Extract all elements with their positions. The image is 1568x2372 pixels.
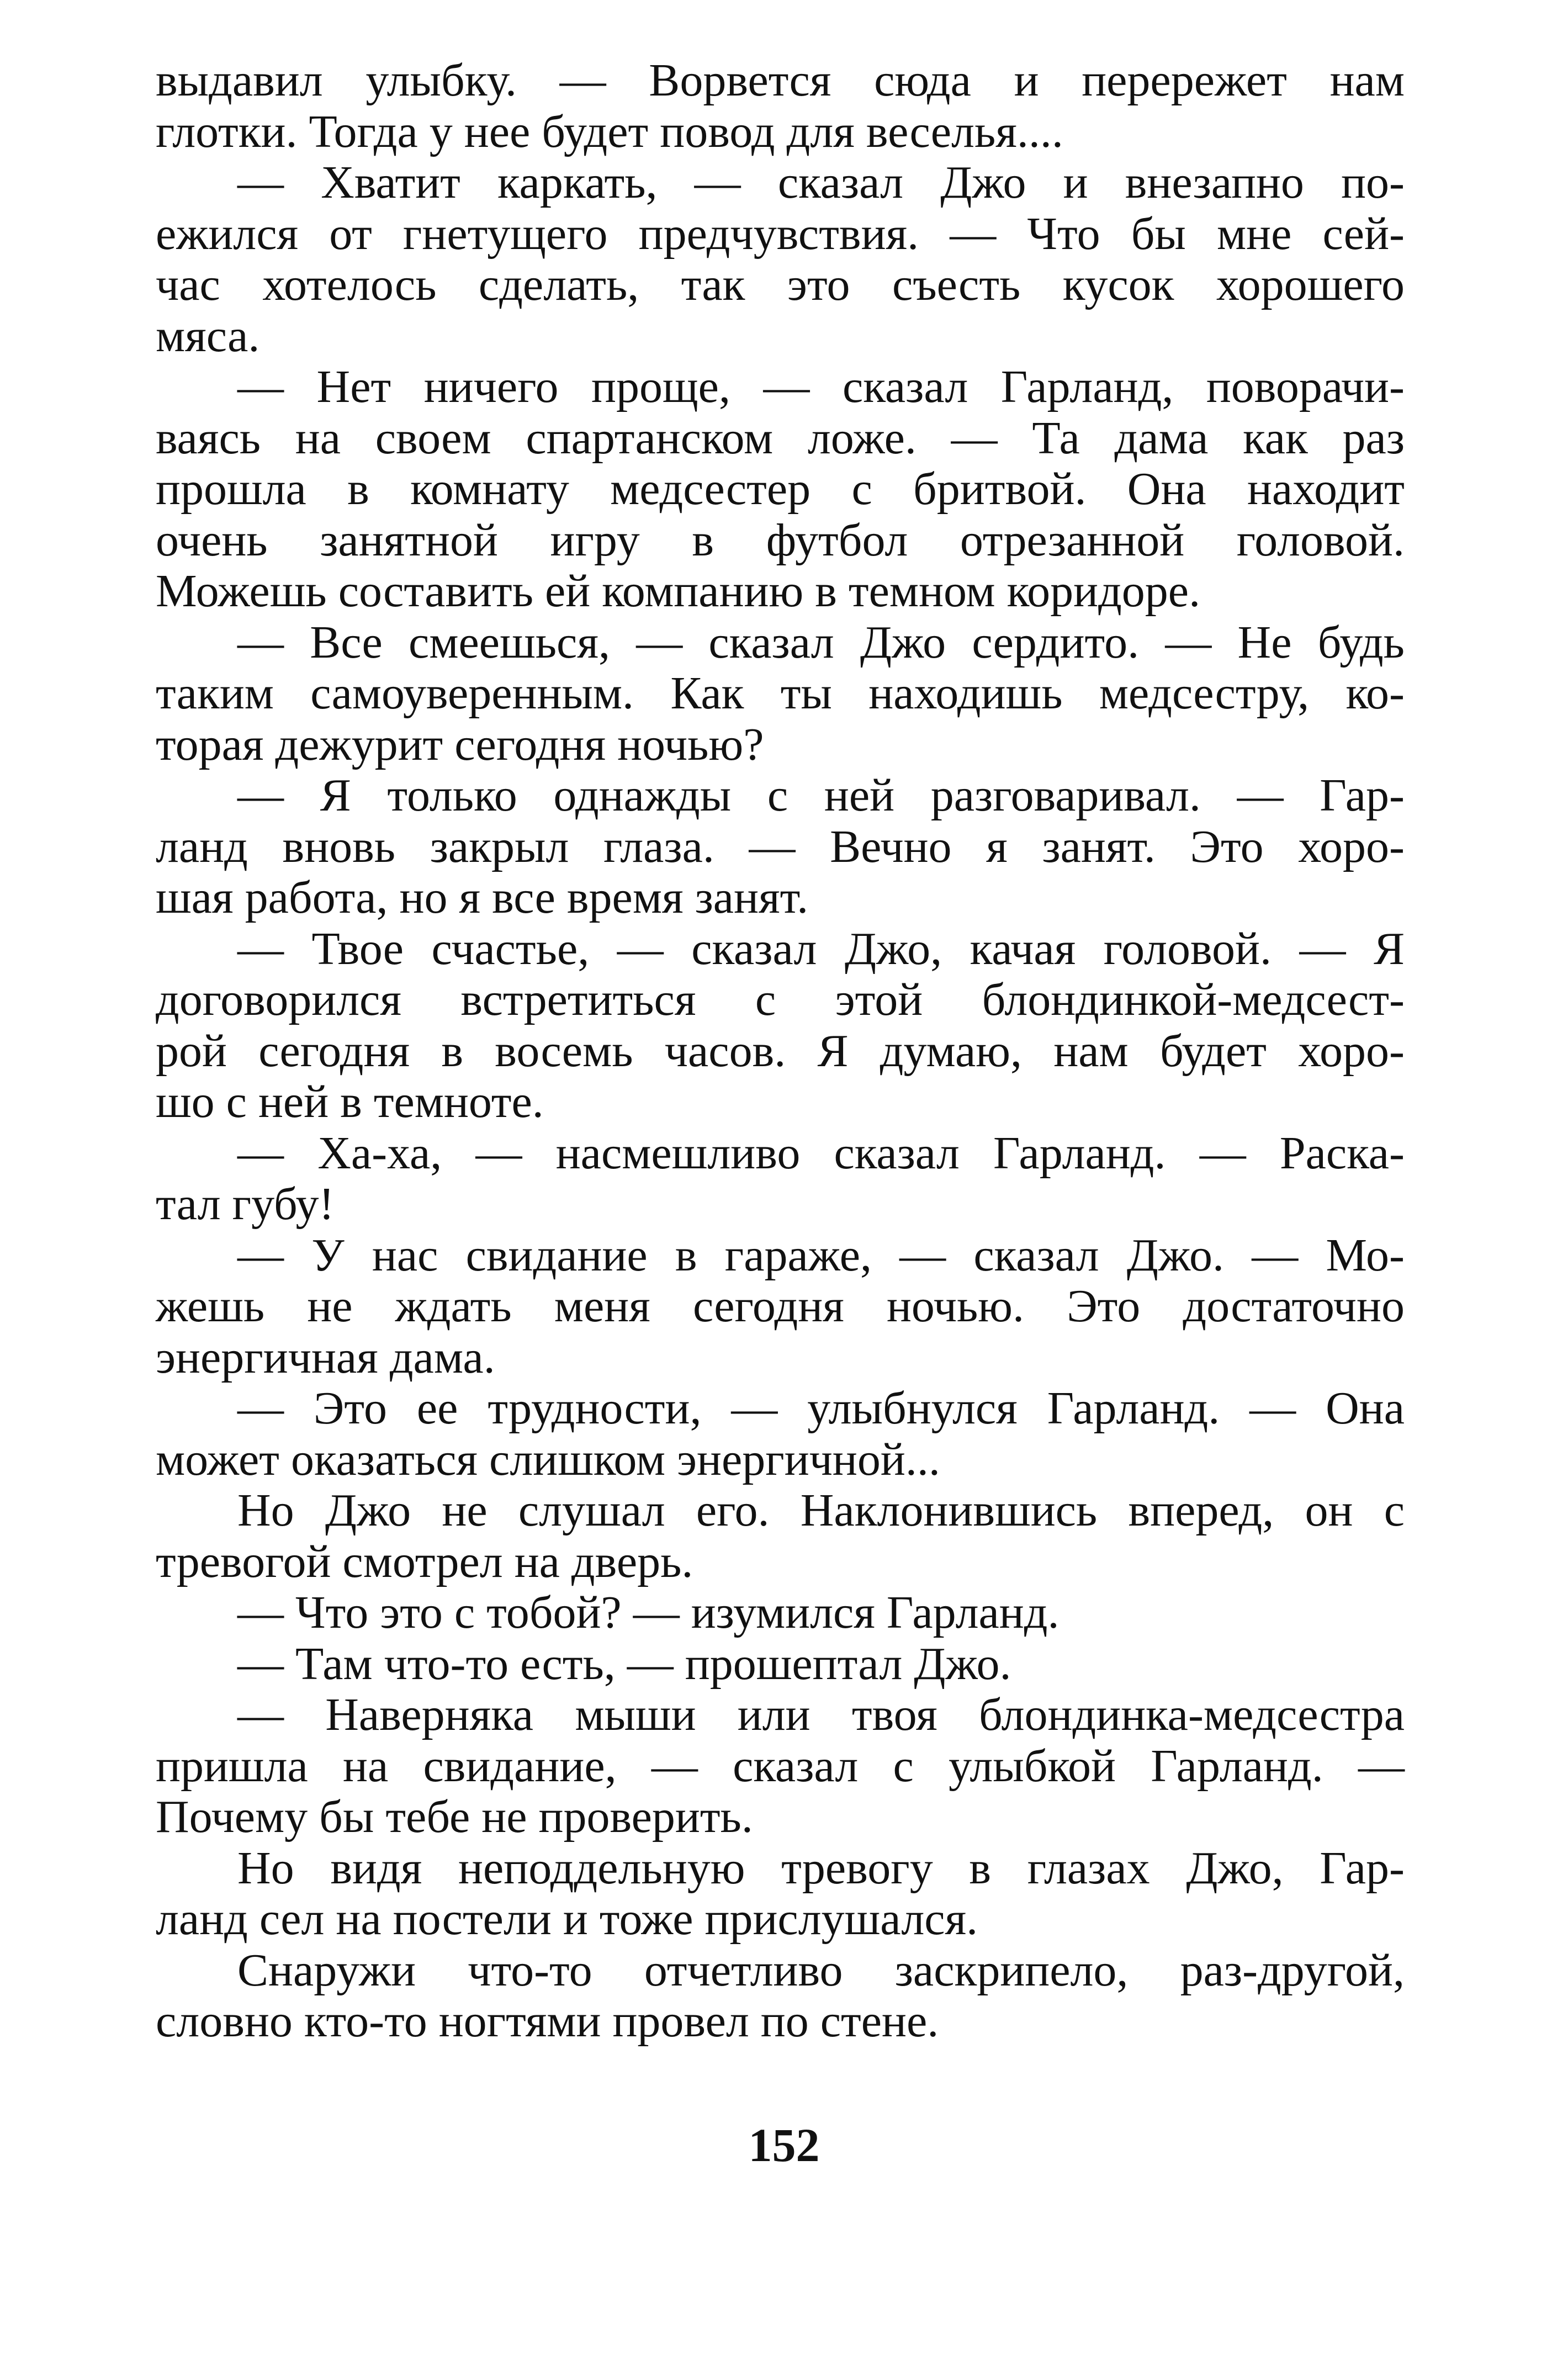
text-line: — Все смеешься, — сказал Джо сердито. — Не будь: [237, 616, 1405, 668]
text-line: — Это ее трудности, — улыбнулся Гарланд. — Она: [237, 1383, 1405, 1434]
text-line: — Что это с тобой? — изумился Гарланд.: [237, 1587, 1060, 1638]
paragraph: [156, 617, 1405, 771]
text-line: ежился от гнетущего предчувствия. — Что бы мне сей-: [156, 208, 1405, 260]
paragraph: [156, 157, 1405, 362]
paragraph: [156, 1128, 1405, 1230]
text-line: выдавил улыбку. — Ворвется сюда и перережет нам: [156, 55, 1405, 106]
text-line: Но видя неподдельную тревогу в глазах Джо, Гар-: [237, 1842, 1405, 1894]
paragraph: [156, 1639, 1405, 1690]
text-line: — Твое счастье, — сказал Джо, качая головой. — Я: [237, 923, 1405, 975]
text-line: ваясь на своем спартанском ложе. — Та дама как раз: [156, 412, 1405, 464]
text-line: очень занятной игру в футбол отрезанной головой.: [156, 514, 1405, 566]
paragraph: [156, 1485, 1405, 1587]
text-line: — Там что-то есть, — прошептал Джо.: [237, 1638, 1011, 1690]
paragraph: [156, 770, 1405, 924]
text-line: таким самоуверенным. Как ты находишь медсестру, ко-: [156, 668, 1405, 719]
text-line: рой сегодня в восемь часов. Я думаю, нам будет хоро-: [156, 1025, 1405, 1077]
text-line: шо с ней в темноте.: [156, 1076, 544, 1127]
text-line: шая работа, но я все время занят.: [156, 872, 809, 923]
text-line: прошла в комнату медсестер с бритвой. Она находит: [156, 463, 1405, 515]
text-line: — Нет ничего проще, — сказал Гарланд, поворачи-: [237, 361, 1405, 412]
text-line: энергичная дама.: [156, 1331, 495, 1383]
text-line: глотки. Тогда у нее будет повод для веселья....: [156, 105, 1063, 157]
text-line: — Я только однажды с ней разговаривал. — Гар-: [237, 770, 1405, 821]
text-line: ланд вновь закрыл глаза. — Вечно я занят. Это хоро-: [156, 820, 1405, 872]
text-line: мяса.: [156, 310, 260, 362]
text-line: Снаружи что-то отчетливо заскрипело, раз-другой,: [237, 1944, 1405, 1996]
text-line: пришла на свидание, — сказал с улыбкой Гарланд. —: [156, 1740, 1405, 1792]
text-line: Но Джо не слушал его. Наклонившись вперед, он с: [237, 1485, 1405, 1536]
text-line: Почему бы тебе не проверить.: [156, 1791, 753, 1842]
text-line: тал губу!: [156, 1178, 335, 1230]
paragraph: [156, 924, 1405, 1128]
text-line: ланд сел на постели и тоже прислушался.: [156, 1893, 978, 1945]
text-line: договорился встретиться с этой блондинкой-медсест-: [156, 974, 1405, 1025]
text-line: — У нас свидание в гараже, — сказал Джо. — Мо-: [237, 1229, 1405, 1281]
paragraph: [156, 1945, 1405, 2047]
text-line: словно кто-то ногтями провел по стене.: [156, 1995, 939, 2047]
text-line: жешь не ждать меня сегодня ночью. Это достаточно: [156, 1280, 1405, 1332]
text-line: может оказаться слишком энергичной...: [156, 1433, 940, 1485]
paragraph: [156, 1843, 1405, 1945]
text-line: час хотелось сделать, так это съесть кусок хорошего: [156, 259, 1405, 310]
text-line: — Хватит каркать, — сказал Джо и внезапно по-: [237, 157, 1405, 208]
paragraph: [156, 1383, 1405, 1485]
page-number: 152: [748, 2119, 820, 2172]
paragraph: [156, 55, 1405, 157]
paragraph: [156, 1690, 1405, 1843]
text-line: — Ха-ха, — насмешливо сказал Гарланд. — Раска-: [237, 1127, 1405, 1179]
text-line: Можешь составить ей компанию в темном коридоре.: [156, 565, 1201, 617]
body-text: [156, 55, 1405, 2047]
paragraph: [156, 1230, 1405, 1384]
text-line: — Наверняка мыши или твоя блондинка-медсестра: [237, 1689, 1405, 1740]
text-line: тревогой смотрел на дверь.: [156, 1536, 693, 1587]
paragraph: [156, 362, 1405, 617]
text-line: торая дежурит сегодня ночью?: [156, 718, 764, 770]
paragraph: [156, 1587, 1405, 1639]
